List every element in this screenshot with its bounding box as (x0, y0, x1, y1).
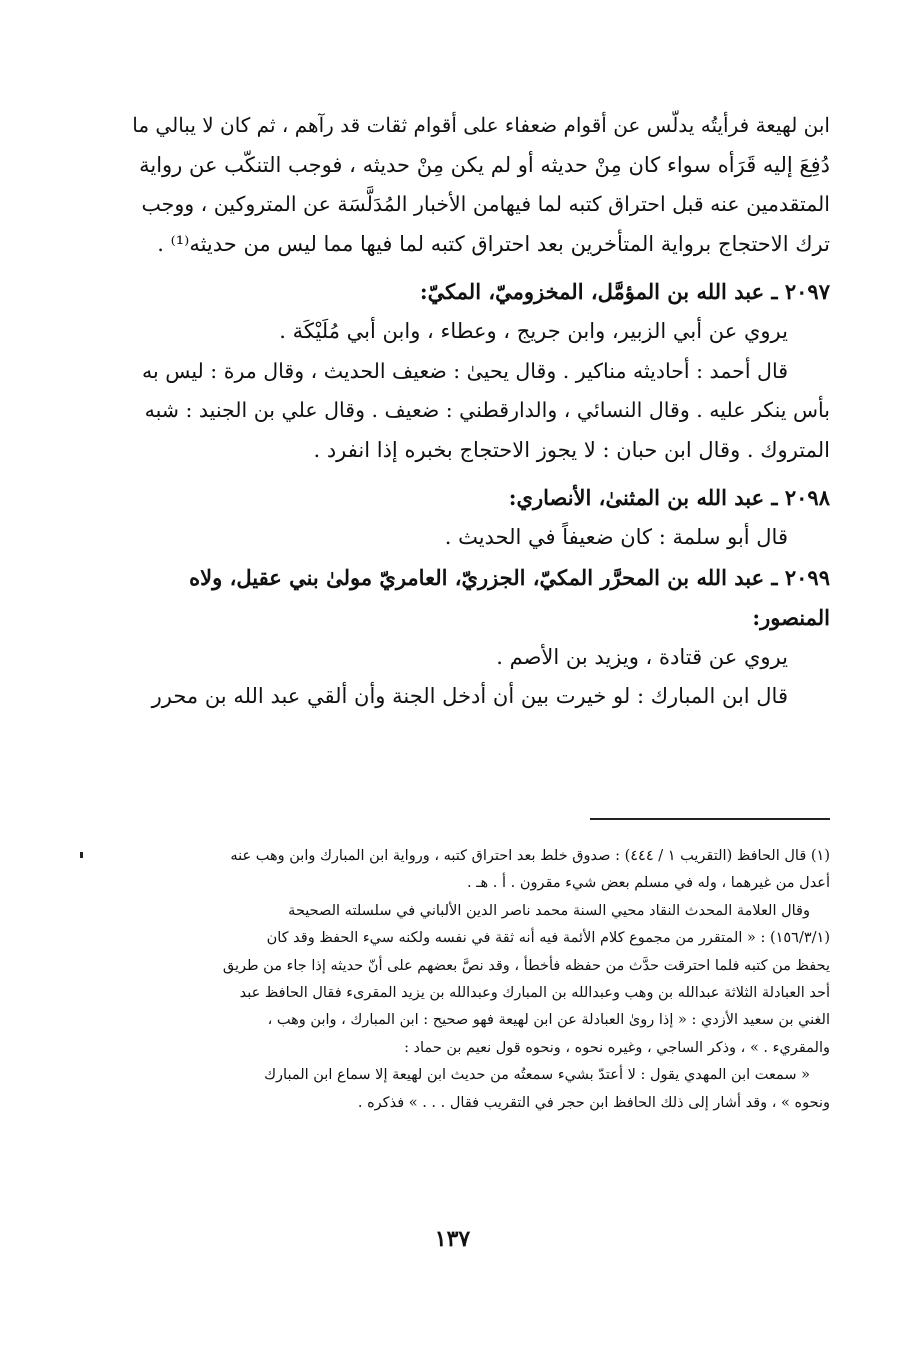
entry-heading: ٢٠٩٩ ـ عبد الله بن المحرَّر المكيّ، الجزريّ، العامريّ مولىٰ بني عقيل، ولاه (189, 564, 830, 590)
text-line: ترك الاحتجاج برواية المتأخرين بعد احتراق كتبه لما فيها مما ليس من حديثه⁽¹⁾ . (157, 231, 830, 256)
footnote-line: وقال العلامة المحدث النقاد محيي السنة محمد ناصر الدين الألباني في سلسلته الصحيحة (288, 902, 810, 919)
footnote-line: « سمعت ابن المهدي يقول : لا أعتدّ بشيء سمعتُه من حديث ابن لهيعة إلا سماع ابن المبارك (264, 1067, 810, 1084)
text-line: قال أحمد : أحاديثه مناكير . وقال يحيىٰ : ضعيف الحديث ، وقال مرة : ليس به (142, 358, 788, 383)
text-line: بأس ينكر عليه . وقال النسائي ، والدارقطني : ضعيف . وقال علي بن الجنيد : شبه (144, 398, 830, 422)
entry-heading-continuation: المنصور: (752, 604, 830, 630)
footnote-line: أعدل من غيرهما ، وله في مسلم بعض شيء مقرون . أ . هـ . (467, 875, 830, 892)
text-line: قال ابن المبارك : لو خيرت بين أن أدخل الجنة وأن ألقي عبد الله بن محرر (151, 684, 788, 708)
footnote-line: والمقريء . » ، وذكر الساجي ، وغيره نحوه ، ونحوه قول نعيم بن حماد : (404, 1039, 830, 1056)
text-line: المتروك . وقال ابن حبان : لا يجوز الاحتجاج بخبره إذا انفرد . (313, 437, 830, 462)
entry-2099 (130, 558, 830, 717)
text-line: ابن لهيعة فرأيتُه يدلّس عن أقوام ضعفاء على أقوام ثقات قد رآهم ، ثم كان لا يبالي ما (132, 113, 830, 137)
page-number: ١٣٧ (434, 1226, 471, 1252)
intro-paragraph (130, 106, 830, 264)
footnote-line: (١) قال الحافظ (التقريب ١ / ٤٤٤) : صدوق خلط بعد احتراق كتبه ، ورواية ابن المبارك وابن وهب عنه (230, 848, 830, 864)
entry-2097 (130, 272, 830, 470)
text-line: دُفِعَ إليه قَرَأه سواء كان مِنْ حديثه أو لم يكن مِنْ حديثه ، فوجب التنكّب عن رواية (139, 152, 830, 177)
main-text (130, 106, 830, 717)
entry-2098 (130, 478, 830, 558)
footnote-line: (١٥٦/٣/١) : « المتقرر من مجموع كلام الأئمة فيه أنه ثقة في نفسه ولكنه سيء الحفظ وقد كان (266, 930, 830, 947)
text-line: يروي عن قتادة ، ويزيد بن الأصم . (496, 644, 788, 669)
text-line: المتقدمين عنه قبل احتراق كتبه لما فيهامن الأخبار المُدَلَّسَة عن المتروكين ، ووجب (141, 192, 830, 216)
text-line: قال أبو سلمة : كان ضعيفاً في الحديث . (444, 525, 788, 549)
footnote-line: ونحوه » ، وقد أشار إلى ذلك الحافظ ابن حجر في التقريب فقال . . . » فذكره . (357, 1094, 830, 1111)
footnote-separator (590, 818, 830, 820)
footnote-line: أحد العبادلة الثلاثة عبدالله بن وهب وعبدالله بن المبارك وعبدالله بن يزيد المقرىء فقال الحافظ عبد (239, 985, 830, 1002)
footnote-line: الغني بن سعيد الأزدي : « إذا روىٰ العبادلة عن ابن لهيعة فهو صحيح : ابن المبارك ، وابن وهب ، (267, 1012, 830, 1029)
entry-heading: ٢٠٩٧ ـ عبد الله بن المؤمَّل، المخزوميّ، المكيّ: (419, 279, 830, 304)
footnotes (130, 843, 830, 1117)
entry-heading: ٢٠٩٨ ـ عبد الله بن المثنىٰ، الأنصاري: (508, 485, 830, 510)
text-line: يروي عن أبي الزبير، وابن جريج ، وعطاء ، وابن أبي مُلَيْكَة . (279, 319, 788, 343)
footnote-line: يحفظ من كتبه فلما احترقت حدَّث من حفظه فأخطأ ، وقد نصَّ بعضهم على أنّ حديثه إذا جاء من طريق (222, 957, 830, 974)
margin-mark (80, 852, 83, 858)
